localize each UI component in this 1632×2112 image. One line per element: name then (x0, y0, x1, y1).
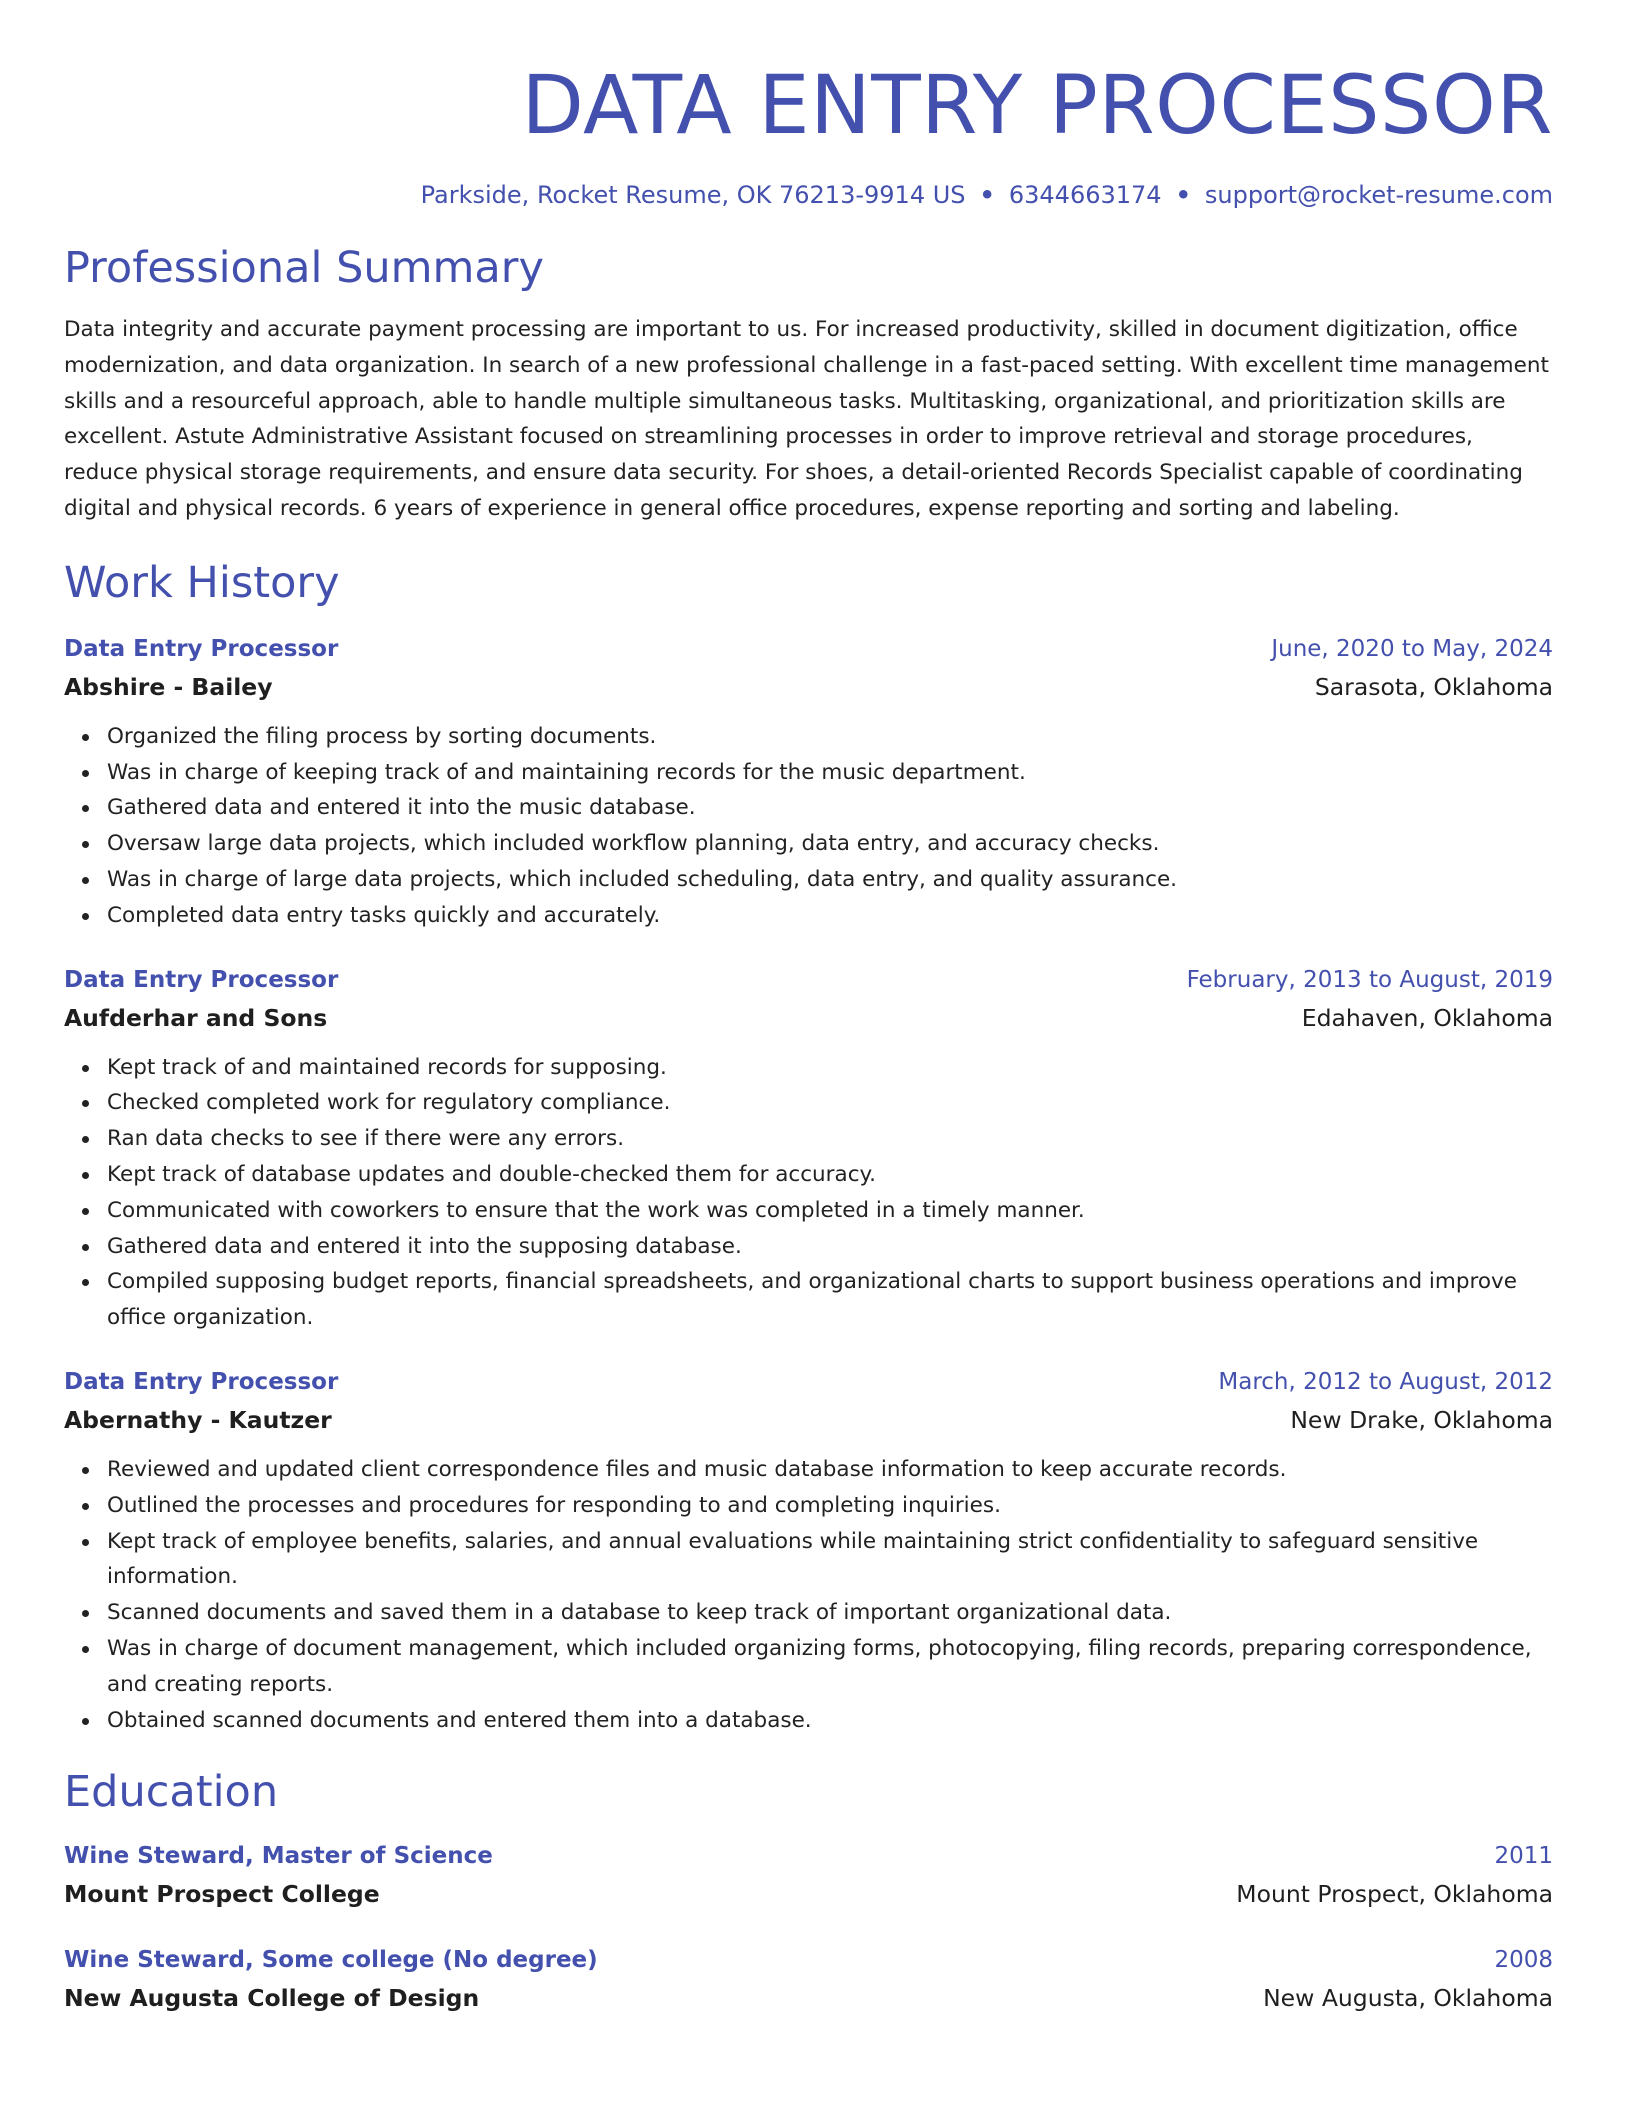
education-degree: Wine Steward, Master of Science (64, 1843, 493, 1870)
work-history-section (64, 557, 1553, 1739)
job-bullets (64, 1452, 1553, 1738)
education-entry (64, 1838, 1553, 1914)
job-bullet: Checked completed work for regulatory compliance. (107, 1085, 1553, 1121)
job-dates: June, 2020 to May, 2024 (1271, 635, 1553, 662)
education-year: 2008 (1494, 1947, 1553, 1974)
education-entry (64, 1942, 1553, 2018)
job-entry (64, 962, 1553, 1336)
contact-separator: • (1175, 181, 1191, 209)
job-bullet: Communicated with coworkers to ensure that the work was completed in a timely manner. (107, 1193, 1553, 1229)
work-history-heading: Work History (64, 557, 340, 608)
job-employer: Abernathy - Kautzer (64, 1405, 332, 1434)
job-bullet: Was in charge of keeping track of and maintaining records for the music department. (107, 755, 1553, 791)
candidate-name: DATA ENTRY PROCESSOR (521, 59, 1553, 153)
education-year: 2011 (1494, 1843, 1553, 1870)
job-bullet: Gathered data and entered it into the music database. (107, 790, 1553, 826)
job-bullet: Compiled supposing budget reports, financial spreadsheets, and organizational charts to support business operations and improve office organization. (107, 1264, 1553, 1336)
job-bullet: Kept track of employee benefits, salaries, and annual evaluations while maintaining strict confidentiality to safeguard sensitive information. (107, 1524, 1553, 1596)
job-bullet: Obtained scanned documents and entered them into a database. (107, 1703, 1553, 1739)
education-school: Mount Prospect College (64, 1880, 380, 1909)
contact-separator: • (979, 181, 995, 209)
summary-section (64, 242, 1553, 527)
job-entry (64, 631, 1553, 934)
job-bullet: Gathered data and entered it into the supposing database. (107, 1229, 1553, 1265)
contact-line (64, 178, 1553, 212)
education-school: New Augusta College of Design (64, 1984, 480, 2013)
job-bullet: Kept track of database updates and double-checked them for accuracy. (107, 1157, 1553, 1193)
education-section (64, 1766, 1553, 2018)
job-bullet: Outlined the processes and procedures for responding to and completing inquiries. (107, 1488, 1553, 1524)
job-entry (64, 1364, 1553, 1738)
job-bullet: Ran data checks to see if there were any errors. (107, 1121, 1553, 1157)
job-bullet: Reviewed and updated client correspondence files and music database information to keep accurate records. (107, 1452, 1553, 1488)
job-location: New Drake, Oklahoma (1290, 1405, 1553, 1434)
job-bullet: Organized the filing process by sorting documents. (107, 719, 1553, 755)
job-bullet: Scanned documents and saved them in a database to keep track of important organizational data. (107, 1595, 1553, 1631)
job-bullets (64, 719, 1553, 934)
job-employer: Abshire - Bailey (64, 672, 273, 701)
contact-phone: 6344663174 (1008, 181, 1162, 209)
job-title: Data Entry Processor (64, 1368, 339, 1395)
job-location: Sarasota, Oklahoma (1314, 672, 1553, 701)
job-bullet: Kept track of and maintained records for supposing. (107, 1050, 1553, 1086)
job-bullet: Was in charge of document management, which included organizing forms, photocopying, filing records, preparing correspondence, and creating reports. (107, 1631, 1553, 1703)
resume-header (64, 58, 1553, 212)
contact-email[interactable]: support@rocket-resume.com (1204, 181, 1553, 209)
job-location: Edahaven, Oklahoma (1301, 1003, 1553, 1032)
job-bullet: Was in charge of large data projects, which included scheduling, data entry, and quality assurance. (107, 862, 1553, 898)
job-bullet: Oversaw large data projects, which included workflow planning, data entry, and accuracy checks. (107, 826, 1553, 862)
summary-heading: Professional Summary (64, 243, 544, 293)
job-dates: February, 2013 to August, 2019 (1186, 966, 1553, 993)
summary-text: Data integrity and accurate payment processing are important to us. For increased productivity, skilled in document digitization, office modernization, and data organization. In search of a new professional challenge in a fast-paced setting. With excellent time management skills and a resourceful approach, able to handle multiple simultaneous tasks. Multitasking, organizational, and prioritization skills are excellent. Astute Administrative Assistant focused on streamlining processes in order to improve retrieval and storage procedures, reduce physical storage requirements, and ensure data security. For shoes, a detail-oriented Records Specialist capable of coordinating digital and physical records. 6 years of experience in general office procedures, expense reporting and sorting and labeling. (64, 317, 1549, 521)
job-title: Data Entry Processor (64, 966, 339, 993)
job-dates: March, 2012 to August, 2012 (1218, 1368, 1553, 1395)
education-heading: Education (64, 1767, 279, 1818)
job-title: Data Entry Processor (64, 635, 339, 662)
education-degree: Wine Steward, Some college (No degree) (64, 1947, 598, 1974)
job-bullet: Completed data entry tasks quickly and accurately. (107, 898, 1553, 934)
education-location: Mount Prospect, Oklahoma (1236, 1880, 1553, 1909)
contact-address: Parkside, Rocket Resume, OK 76213-9914 US (420, 181, 966, 209)
education-location: New Augusta, Oklahoma (1263, 1984, 1553, 2013)
job-bullets (64, 1050, 1553, 1336)
job-employer: Aufderhar and Sons (64, 1003, 328, 1032)
